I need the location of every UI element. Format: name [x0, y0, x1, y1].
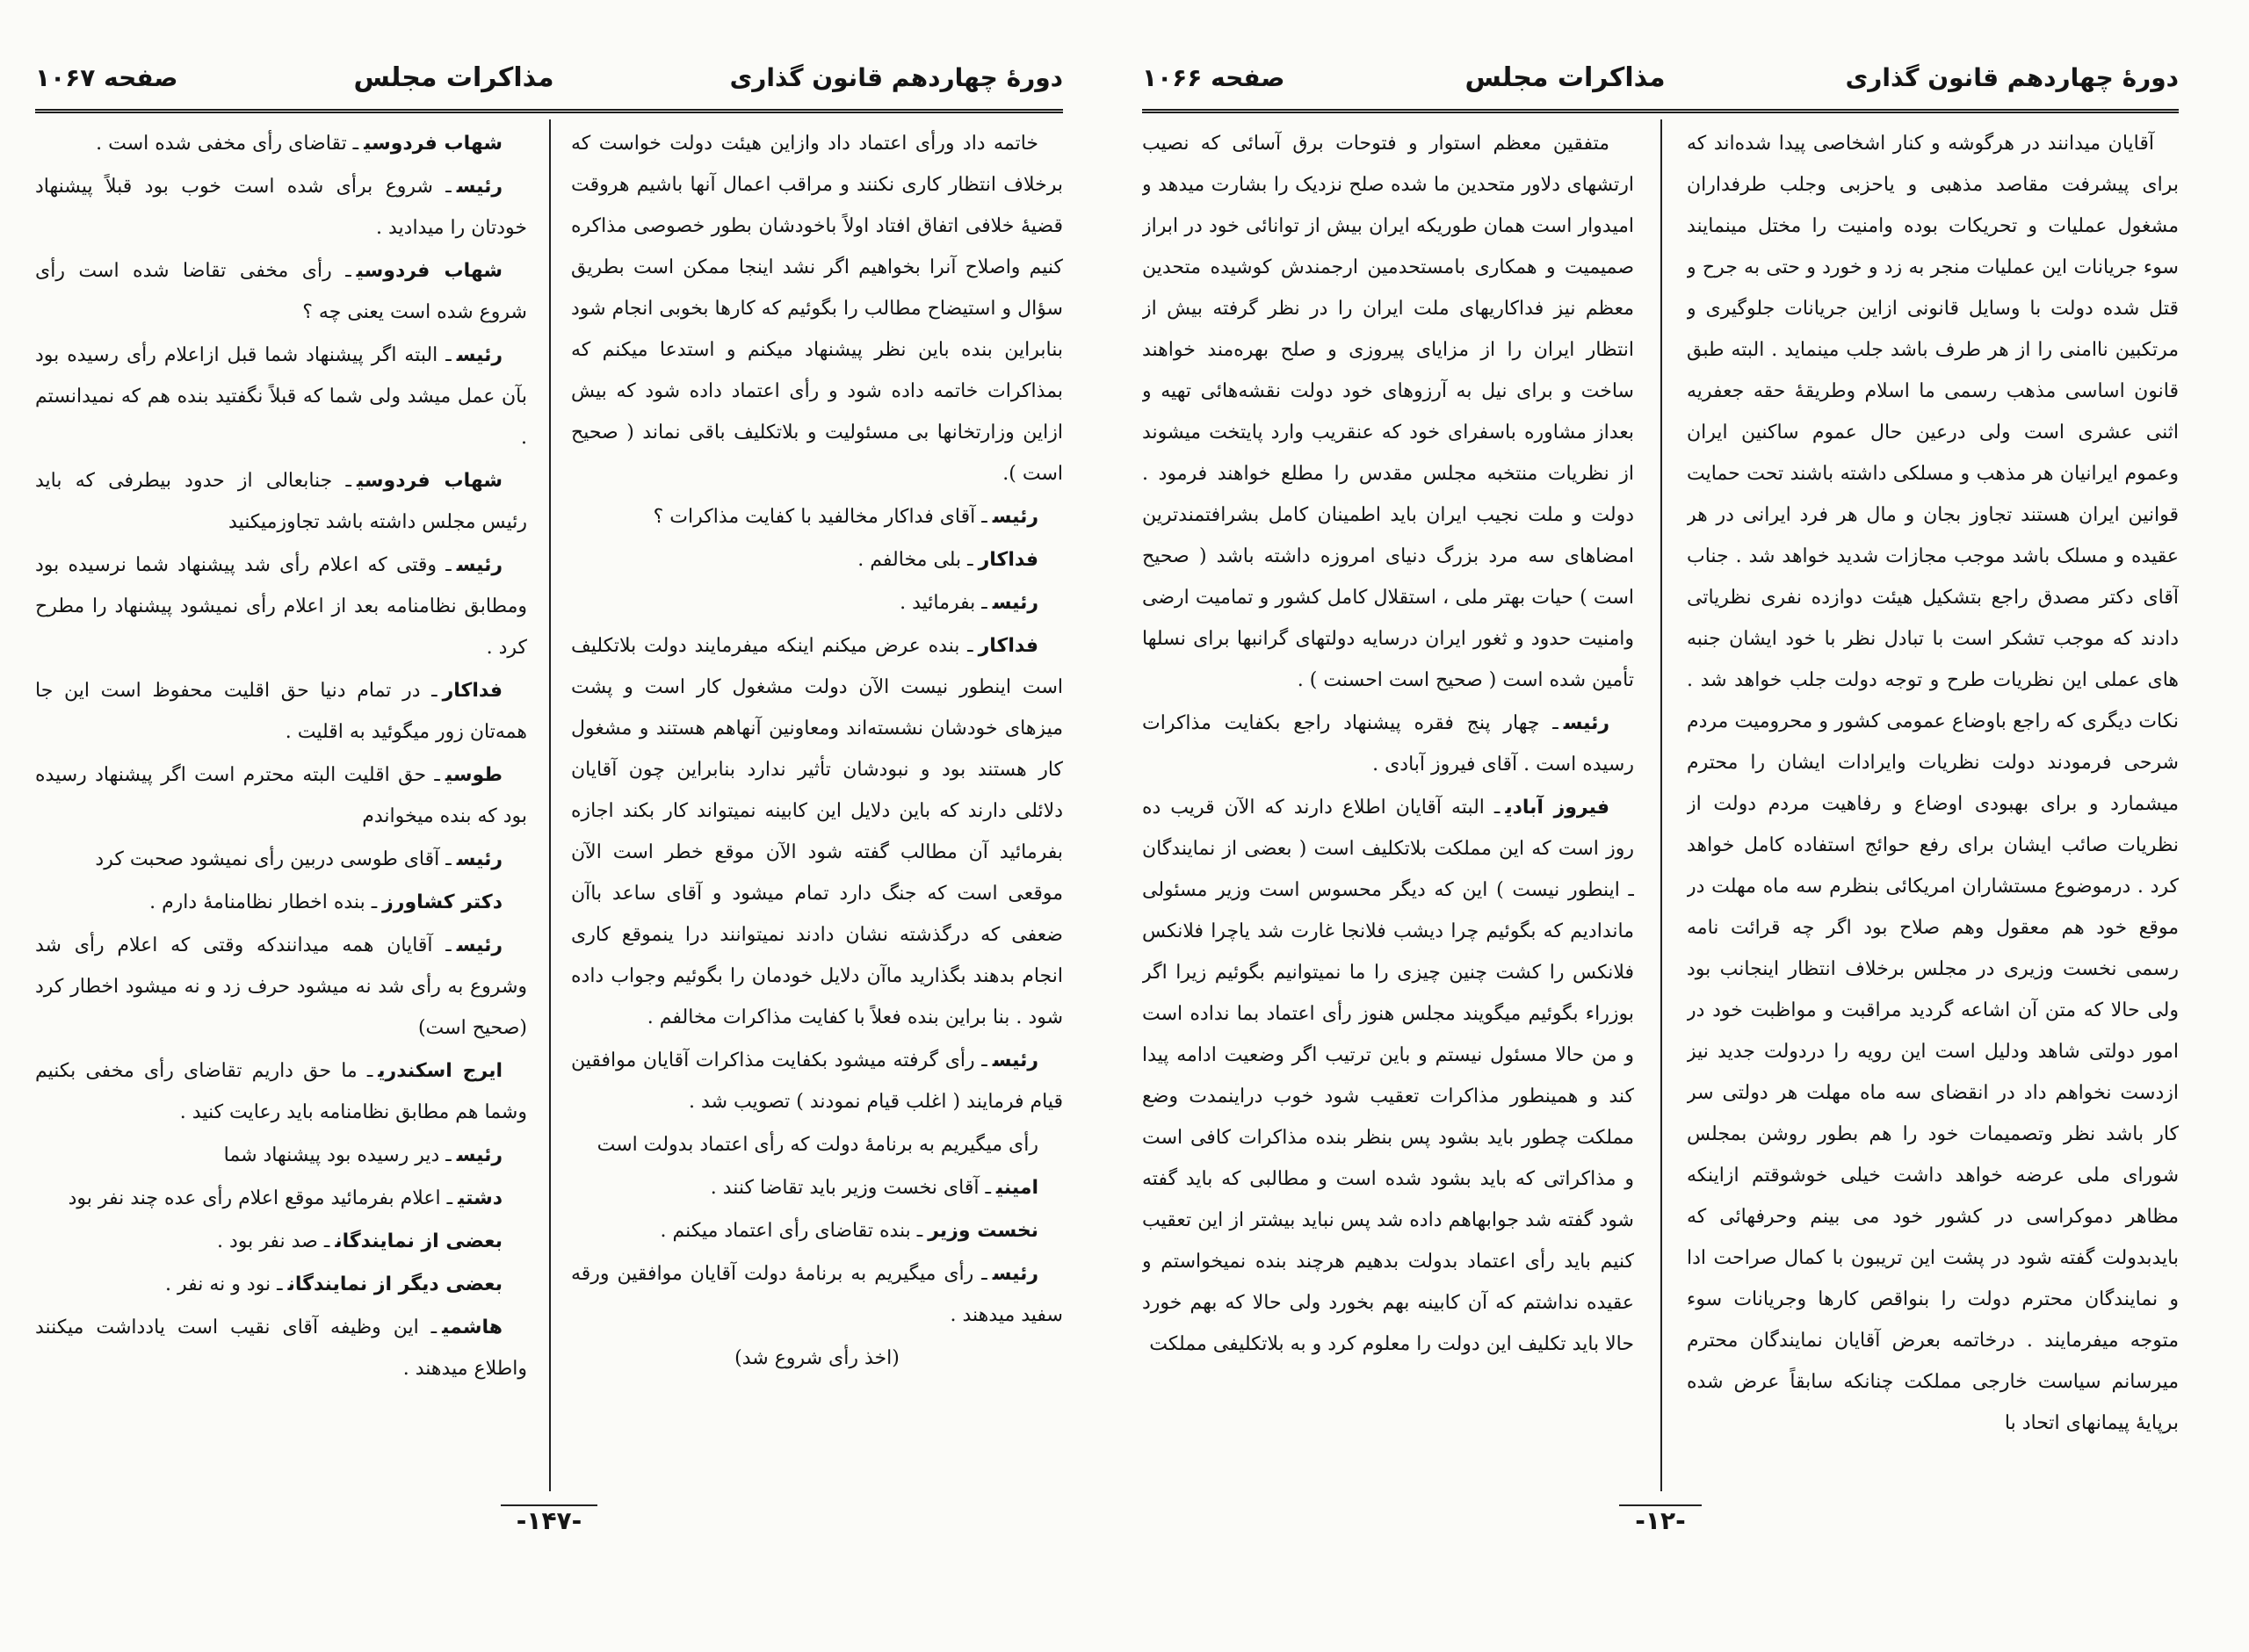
- page-number: صفحه ۱۰۶۶: [1142, 62, 1285, 92]
- paragraph-text: ـ آقای طوسی دربین رأی نمیشود صحبت کرد: [95, 848, 452, 870]
- speaker-name: بعضی از نمایندگان: [335, 1230, 503, 1252]
- paragraph: [571, 1210, 1063, 1252]
- speaker-name: رئیس: [992, 1263, 1038, 1285]
- speaker-name: رئیس: [456, 848, 503, 870]
- running-title: مذاکرات مجلس: [1464, 61, 1666, 93]
- paragraph-text: خاتمه داد ورأی اعتماد داد وازاین هیئت دولت خواست که برخلاف انتظار کاری نکنند و مراقب اعمال آنها باشیم هروقت قضیهٔ خلافی اتفاق افتاد اولاً باخودشان بطور خصوصی مذاکره کنیم واصلاح آنرا بخواهیم اگر نشد اینجا ممکن است بطریق سؤال و استیضاح مطالب را بگوئیم که کارها بخوبی انجام شود بنابراین بنده باین نظر پیشنهاد میکنم و استدعا میکنم که بمذاکرات خاتمه داده شود و رأی اعتماد داده شود که بیش ازاین وزارتخانها بی مسئولیت و بلاتکلیف باقی نماند ( صحیح است ).: [571, 133, 1063, 485]
- speaker-name: شهاب فردوسی: [356, 470, 503, 492]
- paragraph-text: ـ رأی مخفی تقاضا شده است رأی شروع شده است یعنی چه ؟: [35, 260, 527, 323]
- paragraph: [35, 1178, 527, 1219]
- paragraph-text: متفقین معظم استوار و فتوحات برق آسائی که نصیب ارتشهای دلاور متحدین ما شده صلح نزدیک را بشارت میدهد و امیدوار است همان طوریکه ایران بیش از توانائی خود در ابراز صمیمیت و همکاری بامستحدمین ارجمندش کوشیده متحدین معظم نیز فداکاریهای ملت ایران را در نظر گرفته بیش از انتظار ایران را از مزایای پیروزی و صلح بهره‌مند خواهند ساخت و برای نیل به آرزوهای خود دولت نقشه‌هائی تهیه و بعداز مشاوره باسفرای خود که عنقریب وارد پایتخت میشوند از نظریات منتخبه مجلس مقدس را مطلع خواهند فرمود . دولت و ملت نجیب ایران باید اطمینان کامل بشرافتمندترین امضاهای سه مرد بزرگ دنیای امروزه داشته باشد ( صحیح است ) حیات بهتر ملی ، استقلال کامل کشور و تمامیت ارضی وامنیت حدود و ثغور ایران درسایه دولتهای گرانبها برای نسلها تأمین شده است ( صحیح است احسنت ) .: [1142, 133, 1634, 691]
- speaker-name: نخست وزیر: [928, 1220, 1038, 1242]
- paragraph-text: ـ صد نفر بود .: [216, 1230, 330, 1252]
- column-left: [1142, 123, 1634, 1511]
- speaker-name: رئیس: [456, 554, 503, 576]
- paragraph: [571, 1253, 1063, 1336]
- paragraph-text: آقایان میدانند در هرگوشه و کنار اشخاصی پیدا شده‌اند که برای پیشرفت مقاصد مذهبی و یاحزبی وجلب طرفداران مشغول عملیات و تحریکات بوده وامنیت را مختل مینمایند سوء جریانات این عملیات منجر به زد و خورد و حتی به جرح و قتل شده دولت با وسایل قانونی ازاین جریانات جلوگیری و مرتکبین ناامنی را از هر طرف باشد جلب مینماید . البته طبق قانون اساسی مذهب رسمی ما اسلام وطریقهٔ حقه جعفریه اثنی عشری است ولی درعین حال عموم ساکنین ایران وعموم ایرانیان هر مذهب و مسلکی داشته باشند تحت حمایت قوانین ایران هستند تجاوز بجان و مال هر فرد ایرانی در هر عقیده و مسلک باشد موجب مجازات شدید خواهد شد . جناب آقای دکتر مصدق راجع بتشکیل هیئت دوازده نفری نظریاتی دادند که موجب تشکر است با تبادل نظر با خود ایشان جنبه های عملی این نظریات طرح و توجه دولت جلب خواهد شد . نکات دیگری که راجع باوضاع عمومی کشور و محرومیت مردم شرحی فرمودند دولت نظریات وایرادات ایشان را محترم میشمارد و برای بهبودی اوضاع و رفاهیت مردم دولت از نظریات صائب ایشان برای رفع حوائج استفاده کامل خواهد کرد . درموضوع مستشاران امریکائی بنظرم سه ماه مهلت در موقع خود هم معقول وهم صلاح بود اگر چه قرائت نامه رسمی نخست وزیری در مجلس برخلاف انتظار اینجانب بود ولی حالا که متن آن اشاعه گردید مراقبت و مواظبت خود در امور دولتی شاهد ودلیل است این رویه را دردولت جدید نیز ازدست نخواهم داد در انقضای سه ماه مهلت هر دولتی سر کار باشد نظر وتصمیمات خود را هم بطور روشن بمجلس شورای ملی عرضه خواهد داشت خیلی خوشوقتم ازاینکه مظاهر دموکراسی در کشور خود می بینم وحرفهائی که بایدبدولت گفته شود در پشت این تریبون با کمال صراحت ادا و نمایندگان محترم دولت را بنواقص کارها وجریانات سوء متوجه میفرمایند . درخاتمه بعرض آقایان نمایندگان محترم میرسانم سیاست خارجی مملکت چنانکه سابقاً عرض شده برپایهٔ پیمانهای اتحاد با: [1687, 133, 2179, 1434]
- column-left: [35, 123, 527, 1511]
- paragraph-text: ـ وقتی که اعلام رأی شد پیشنهاد شما نرسیده بود ومطابق نظامنامه بعد از اعلام رأی نمیشود پیشنهاد را مطرح کرد .: [35, 554, 527, 659]
- speaker-name: دشتی: [458, 1187, 503, 1209]
- header-rule: [1142, 109, 2179, 113]
- paragraph-text: ـ بنده عرض میکنم اینکه میفرمایند دولت بلاتکلیف است اینطور نیست الآن دولت مشغول کار است و پشت میزهای خودشان نشسته‌اند ومعاونین آنهاهم هستند و مشغول کار هستند بود و نبودشان تأثیر ندارد بنابراین چون آقایان دلائلی دارند که باین دلایل این کابینه نمیتواند کار بکند اجازه بفرمائید آن مطالب گفته شود الآن موقع خطر است الآن موقعی است که جنگ دارد تمام میشود و آقای ساعد باآن ضعفی که درگذشته نشان دادند نمیتوانند درا ینموقع کاری انجام بدهند بگذارید ماآن دلایل خودمان را بگوئیم وجواب داده شود . بنا براین بنده فعلاً با کفایت مذاکرات مخالفم .: [571, 635, 1063, 1028]
- paragraph-text: ـ رأی گرفته میشود بکفایت مذاکرات آقایان موافقین قیام فرمایند ( اغلب قیام نمودند ) تصویب شد .: [571, 1050, 1063, 1113]
- paragraph-text: ـ آقایان همه میدانندکه وقتی که اعلام رأی شد وشروع به رأی شد نه میشود حرف زد و نه میشود اخطار کرد (صحیح است): [35, 934, 527, 1039]
- paragraph: [571, 496, 1063, 537]
- paragraph-text: ـ در تمام دنیا حق اقلیت محفوظ است این جا همه‌تان زور میگوئید به اقلیت .: [35, 680, 527, 743]
- page-right: [1142, 42, 2179, 1553]
- paragraph: [571, 582, 1063, 624]
- page-header: [1142, 51, 2179, 104]
- column-divider: [1660, 119, 1662, 1491]
- speaker-name: رئیس: [456, 176, 503, 198]
- column-right: [571, 123, 1063, 1511]
- page-number: صفحه ۱۰۶۷: [35, 62, 178, 92]
- paragraph-text: ـ اعلام بفرمائید موقع اعلام رأی عده چند نفر بود: [68, 1187, 453, 1209]
- paragraph: [35, 545, 527, 668]
- paragraph: [35, 754, 527, 837]
- speaker-name: امینی: [995, 1177, 1038, 1199]
- running-title: مذاکرات مجلس: [353, 61, 554, 93]
- paragraph-text: ـ بنده تقاضای رأی اعتماد میکنم .: [660, 1220, 923, 1242]
- page-left: [35, 42, 1063, 1553]
- paragraph: [35, 1264, 527, 1305]
- session-title: دورهٔ چهاردهم قانون گذاری: [1845, 62, 2179, 92]
- speaker-name: رئیس: [1563, 712, 1609, 734]
- paragraph-text: ـ چهار پنج فقره پیشنهاد راجع بکفایت مذاکرات رسیده است . آقای فیروز آبادی .: [1142, 712, 1634, 776]
- paragraph-text: ـ نود و نه نفر .: [165, 1273, 283, 1295]
- paragraph: [35, 1307, 527, 1389]
- speaker-name: رئیس: [992, 592, 1038, 614]
- paragraph-text: ـ بنده اخطار نظامنامهٔ دارم .: [149, 891, 378, 913]
- paragraph: [571, 1124, 1063, 1165]
- session-title: دورهٔ چهاردهم قانون گذاری: [729, 62, 1063, 92]
- paragraph-text: ـ جنابعالی از حدود بیطرفی که باید رئیس مجلس داشته باشد تجاوزمیکنید: [35, 470, 527, 533]
- paragraph: [1687, 123, 2179, 1444]
- paragraph: [35, 460, 527, 543]
- paragraph-text: رأی میگیریم به برنامهٔ دولت که رأی اعتماد بدولت است: [597, 1134, 1038, 1156]
- paragraph-text: ـ البته آقایان اطلاع دارند که الآن قریب ده روز است که این مملکت بلاتکلیف است ( بعضی از نمایندگان ـ اینطور نیست ) این که دیگر محسوس است وزیر مسئولی ماندادیم که بگوئیم چرا دیشب فلانجا غارت شد یاچرا فلانکس فلانکس را کشت چنین چیزی را ما نمیتوانیم بگوئیم زیرا اگر بوزراء بگوئیم میگویند مجلس هنوز رأی اعتماد بما نداده است و من حالا مسئول نیستم و باین ترتیب اگر وضعیت ادامه پیدا کند و همینطور مذاکرات تعقیب شود خوب دراینمدت وضع مملکت چطور باید بشود پس بنظر بنده مذاکرات کافی است و مذاکراتی که باید بشود شده است و مطالبی که باید گفته شود گفته شد جوابهاهم داده شد پس نباید بیشتر از این تعقیب کنیم باید رأی اعتماد بدولت بدهیم هرچند بنده نمیخواستم و عقیده نداشتم که آن کابینه بهم بخورد ولی حالا که بهم خورد حالا باید تکلیف این دولت را معلوم کرد و به بلاتکلیفی مملکت: [1142, 797, 1634, 1355]
- speaker-name: فداکار: [978, 635, 1038, 657]
- paragraph: [571, 1167, 1063, 1208]
- paragraph: [1142, 703, 1634, 785]
- paragraph-text: ـ البته اگر پیشنهاد شما قبل ازاعلام رأی رسیده بود بآن عمل میشد ولی شما که قبلاً نگفتید بنده هم که نمیدانستم .: [35, 344, 527, 449]
- speaker-name: رئیس: [456, 344, 503, 366]
- paragraph: [35, 335, 527, 458]
- paragraph-text: ـ حق اقلیت البته محترم است اگر پیشنهاد رسیده بود که بنده میخواندم: [35, 764, 527, 827]
- speaker-name: رئیس: [992, 1050, 1038, 1071]
- paragraph: [571, 539, 1063, 581]
- folio: -۱۴۷-: [35, 1506, 1063, 1535]
- paragraph: [35, 1221, 527, 1262]
- paragraph-text: ـ شروع برأی شده است خوب بود قبلاً پیشنهاد خودتان را میدادید .: [35, 176, 527, 239]
- paragraph-text: ـ آقای فداکار مخالفید با کفایت مذاکرات ؟: [653, 506, 987, 528]
- paragraph: [35, 166, 527, 249]
- paragraph: [1142, 123, 1634, 701]
- speaker-name: شهاب فردوسی: [356, 260, 503, 282]
- speaker-name: دکتر کشاورز: [382, 891, 503, 913]
- paragraph: [35, 1050, 527, 1133]
- paragraph-text: ـ تقاضای رأی مخفی شده است .: [96, 133, 359, 155]
- paragraph-text: ـ بفرمائید .: [900, 592, 987, 614]
- folio: -۱۲-: [1142, 1506, 2179, 1535]
- paragraph: [35, 882, 527, 923]
- paragraph: [35, 670, 527, 753]
- speaker-name: طوسی: [445, 764, 503, 786]
- paragraph-text: ـ رأی میگیریم به برنامهٔ دولت آقایان موافقین ورقه سفید میدهند .: [571, 1263, 1063, 1326]
- speaker-name: رئیس: [456, 934, 503, 956]
- procedural-note: (اخذ رأی شروع شد): [734, 1347, 900, 1369]
- paragraph: [35, 250, 527, 333]
- paragraph: [571, 123, 1063, 494]
- speaker-name: رئیس: [992, 506, 1038, 528]
- speaker-name: فیروز آبادی: [1505, 797, 1609, 819]
- paragraph: [571, 625, 1063, 1038]
- paragraph: [35, 839, 527, 880]
- speaker-name: رئیس: [456, 1144, 503, 1166]
- paragraph: [35, 925, 527, 1049]
- paragraph-text: ـ دیر رسیده بود پیشنهاد شما: [223, 1144, 452, 1166]
- column-right: [1687, 123, 2179, 1511]
- paragraph: [35, 1135, 527, 1176]
- paragraph: [35, 123, 527, 164]
- speaker-name: بعضی دیگر از نمایندگان: [287, 1273, 503, 1295]
- speaker-name: فداکار: [978, 549, 1038, 571]
- speaker-name: ایرج اسکندری: [378, 1060, 503, 1082]
- paragraph-text: ـ آقای نخست وزیر باید تقاضا کنند .: [710, 1177, 991, 1199]
- column-divider: [549, 119, 551, 1491]
- paragraph-text: ـ بلی مخالفم .: [857, 549, 973, 571]
- speaker-name: فداکار: [442, 680, 503, 702]
- page-header: [35, 51, 1063, 104]
- paragraph-text: ـ ما حق داریم تقاضای رأی مخفی بکنیم وشما هم مطابق نظامنامه باید رعایت کنید .: [35, 1060, 527, 1123]
- speaker-name: شهاب فردوسی: [364, 133, 503, 155]
- header-rule: [35, 109, 1063, 113]
- paragraph: [1142, 787, 1634, 1365]
- speaker-name: هاشمی: [442, 1317, 503, 1338]
- paragraph-text: ـ این وظیفه آقای نقیب است یادداشت میکنند واطلاع میدهند .: [35, 1317, 527, 1380]
- paragraph: [571, 1040, 1063, 1122]
